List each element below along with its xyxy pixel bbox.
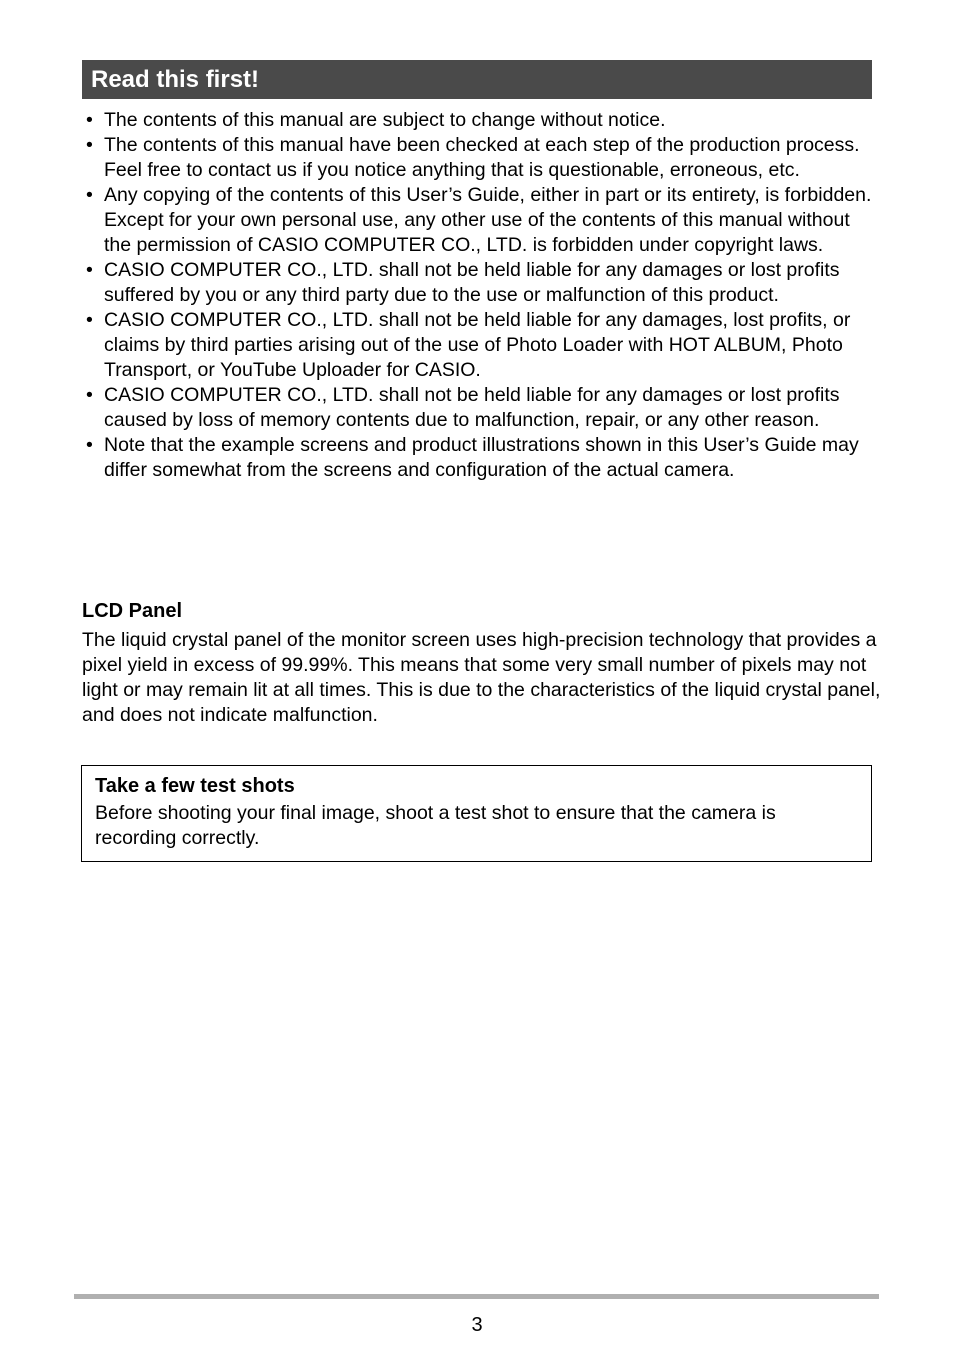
footer-divider bbox=[74, 1294, 879, 1299]
list-item bbox=[82, 133, 882, 183]
list-item bbox=[82, 183, 882, 258]
lcd-panel-heading: LCD Panel bbox=[82, 600, 183, 622]
notice-text: Note that the example screens and product illustrations shown in this User’s Guide may differ somewhat from the screens and configuration of the actual camera. bbox=[104, 434, 859, 481]
notice-list bbox=[82, 108, 882, 483]
notice-text: The contents of this manual have been checked at each step of the production process. Feel free to contact us if you notice anything that is questionable, erroneous, etc. bbox=[104, 134, 860, 181]
list-item bbox=[82, 258, 882, 308]
bullet-icon: • bbox=[86, 434, 93, 456]
notice-text: Any copying of the contents of this User’s Guide, either in part or its entirety, is forbidden. Except for your own personal use, any other use of the contents of this manual without the permission of CASIO COMPUTER CO., LTD. is forbidden under copyright laws. bbox=[104, 184, 872, 256]
bullet-icon: • bbox=[86, 184, 93, 206]
page-title: Read this first! bbox=[91, 66, 260, 93]
bullet-icon: • bbox=[86, 109, 93, 131]
bullet-icon: • bbox=[86, 309, 93, 331]
notice-text: CASIO COMPUTER CO., LTD. shall not be held liable for any damages or lost profits caused by loss of memory contents due to malfunction, repair, or any other reason. bbox=[104, 384, 840, 431]
page-number: 3 bbox=[471, 1314, 483, 1336]
notice-text: CASIO COMPUTER CO., LTD. shall not be held liable for any damages or lost profits suffered by you or any third party due to the use or malfunction of this product. bbox=[104, 259, 840, 306]
lcd-panel-text: The liquid crystal panel of the monitor screen uses high-precision technology that provides a pixel yield in excess of 99.99%. This means that some very small number of pixels may not light or may remain lit at all times. This is due to the characteristics of the liquid crystal panel, and does not indicate malfunction. bbox=[82, 629, 881, 726]
notice-text: CASIO COMPUTER CO., LTD. shall not be held liable for any damages, lost profits, or claims by third parties arising out of the use of Photo Loader with HOT ALBUM, Photo Transport, or YouTube Uploader for CASIO. bbox=[104, 309, 851, 381]
bullet-icon: • bbox=[86, 384, 93, 406]
list-item bbox=[82, 383, 882, 433]
tip-box bbox=[81, 765, 872, 862]
bullet-icon: • bbox=[86, 259, 93, 281]
list-item bbox=[82, 308, 882, 383]
notice-text: The contents of this manual are subject to change without notice. bbox=[104, 109, 666, 131]
list-item bbox=[82, 433, 882, 483]
tip-heading: Take a few test shots bbox=[95, 775, 295, 797]
bullet-icon: • bbox=[86, 134, 93, 156]
section-title-bar bbox=[82, 60, 872, 99]
list-item bbox=[82, 108, 882, 133]
tip-text: Before shooting your final image, shoot a test shot to ensure that the camera is recording correctly. bbox=[95, 802, 776, 849]
